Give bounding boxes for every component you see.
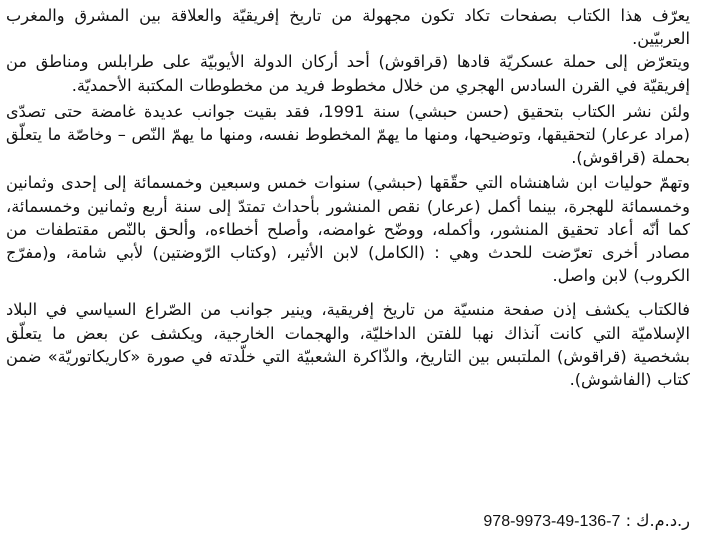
isbn-line bbox=[483, 510, 690, 533]
isbn-label: ر.د.م.ك : bbox=[625, 511, 690, 530]
paragraph-annals: وتهمّ حوليات ابن شاهنشاه التي حقّقها (حبشي) سنوات خمس وسبعين وخمسمائة إلى إحدى وثمانين وخمسمائة للهجرة، بينما أكمل (عرعار) نقص المنشور بأحداث تمتدّ إلى سنة أربع وثمانين وخمسمائة، كما أنّه أعاد تحقيق المنشور، وأكمله، ووضّح غوامضه، وأصلح أخطاءه، وألحق بالنّص مقتطفات من مصادر أخرى تعرّضت للحدث وهي : (الكامل) لابن الأثير، (وكتاب الرّوضتين) لأبي شامة، و(مفرّج الكروب) لابن واصل. bbox=[6, 173, 690, 286]
paragraph-summary: فالكتاب يكشف إذن صفحة منسيّة من تاريخ إفريقية، وينير جوانب من الصّراع السياسي في البلاد الإسلاميّة التي كانت آنذاك نهبا للفتن الداخليّة، والهجمات الخارجية، ويكشف عن بعض ما يتعلّق بشخصية (قراقوش) الملتبس بين التاريخ، والذّاكرة الشعبيّة التي خلّدته في صورة «كاريكاتوريّة» ضمن كتاب (الفاشوش). bbox=[6, 300, 690, 390]
paragraph-editions: ولئن نشر الكتاب بتحقيق (حسن حبشي) سنة 1991، فقد بقيت جوانب عديدة غامضة حتى تصدّى (مراد عرعار) لتحقيقها، وتوضيحها، ومنها ما يهمّ المخطوط نفسه، ومنها ما يهمّ النّص – وخاصّة ما يتعلّق بحملة (قراقوش). bbox=[6, 101, 690, 168]
paragraph-intro: يعرّف هذا الكتاب بصفحات تكاد تكون مجهولة من تاريخ إفريقيّة والعلاقة بين المشرق والمغرب العربيّين. bbox=[6, 6, 690, 49]
isbn-value: 978-9973-49-136-7 bbox=[483, 513, 621, 530]
paragraph-campaign: ويتعرّض إلى حملة عسكريّة قادها (قراقوش) أحد أركان الدولة الأيوبيّة على طرابلس ومناطق من إفريقيّة في القرن السادس الهجري من خلال مخطوط فريد من مخطوطات المكتبة الأحمديّة. bbox=[6, 52, 690, 95]
